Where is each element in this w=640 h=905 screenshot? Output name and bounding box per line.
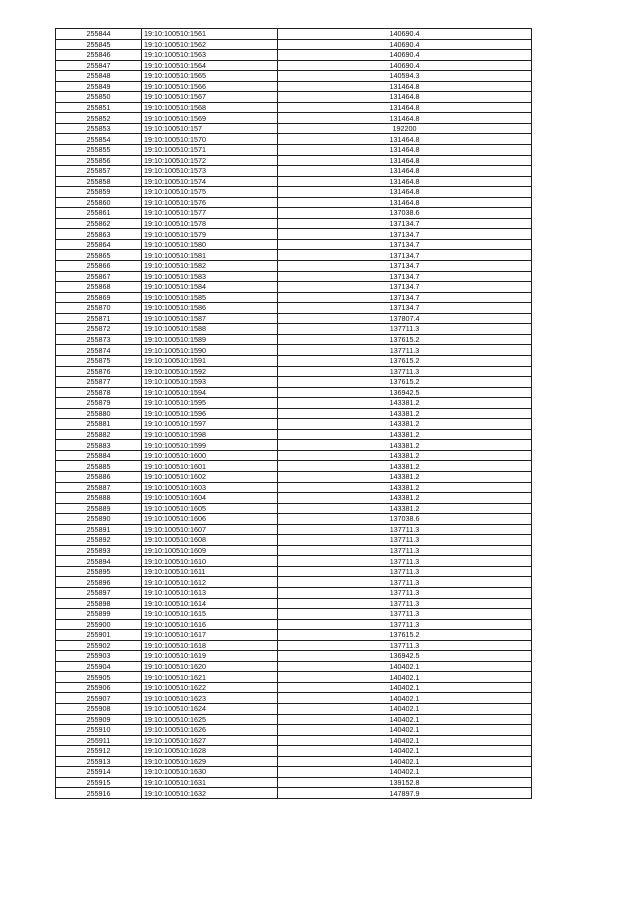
table-row bbox=[56, 39, 532, 50]
row-number-cell: 255875 bbox=[56, 355, 142, 366]
table-row bbox=[56, 661, 532, 672]
row-number-cell: 255899 bbox=[56, 609, 142, 620]
table-row bbox=[56, 123, 532, 134]
cadastral-number-cell: 19:10:100510:1584 bbox=[142, 282, 278, 293]
table-row bbox=[56, 746, 532, 757]
cadastral-number-cell: 19:10:100510:1617 bbox=[142, 630, 278, 641]
cadastral-number-cell: 19:10:100510:1619 bbox=[142, 651, 278, 662]
row-number-cell: 255904 bbox=[56, 661, 142, 672]
row-number-cell: 255890 bbox=[56, 514, 142, 525]
cadastral-number-cell: 19:10:100510:1563 bbox=[142, 50, 278, 61]
value-cell: 137711.3 bbox=[278, 587, 532, 598]
table-row bbox=[56, 218, 532, 229]
row-number-cell: 255849 bbox=[56, 81, 142, 92]
row-number-cell: 255856 bbox=[56, 155, 142, 166]
value-cell: 137711.3 bbox=[278, 524, 532, 535]
row-number-cell: 255906 bbox=[56, 682, 142, 693]
row-number-cell: 255859 bbox=[56, 187, 142, 198]
value-cell: 131464.8 bbox=[278, 145, 532, 156]
table-row bbox=[56, 71, 532, 82]
cadastral-number-cell: 19:10:100510:1615 bbox=[142, 609, 278, 620]
row-number-cell: 255869 bbox=[56, 292, 142, 303]
cadastral-number-cell: 19:10:100510:1600 bbox=[142, 450, 278, 461]
cadastral-number-cell: 19:10:100510:1575 bbox=[142, 187, 278, 198]
row-number-cell: 255848 bbox=[56, 71, 142, 82]
cadastral-number-cell: 19:10:100510:1610 bbox=[142, 556, 278, 567]
table-row bbox=[56, 145, 532, 156]
value-cell: 140690.4 bbox=[278, 39, 532, 50]
value-cell: 143381.2 bbox=[278, 408, 532, 419]
table-row bbox=[56, 398, 532, 409]
row-number-cell: 255911 bbox=[56, 735, 142, 746]
value-cell: 137711.3 bbox=[278, 556, 532, 567]
table-row bbox=[56, 29, 532, 40]
table-row bbox=[56, 440, 532, 451]
table-row bbox=[56, 493, 532, 504]
row-number-cell: 255847 bbox=[56, 60, 142, 71]
row-number-cell: 255883 bbox=[56, 440, 142, 451]
table-row bbox=[56, 355, 532, 366]
value-cell: 137711.3 bbox=[278, 598, 532, 609]
value-cell: 136942.5 bbox=[278, 651, 532, 662]
row-number-cell: 255888 bbox=[56, 493, 142, 504]
value-cell: 143381.2 bbox=[278, 493, 532, 504]
value-cell: 140402.1 bbox=[278, 714, 532, 725]
row-number-cell: 255908 bbox=[56, 704, 142, 715]
row-number-cell: 255865 bbox=[56, 250, 142, 261]
row-number-cell: 255892 bbox=[56, 535, 142, 546]
value-cell: 143381.2 bbox=[278, 482, 532, 493]
cadastral-number-cell: 19:10:100510:1566 bbox=[142, 81, 278, 92]
data-table bbox=[55, 28, 532, 799]
value-cell: 137711.3 bbox=[278, 345, 532, 356]
cadastral-number-cell: 19:10:100510:1589 bbox=[142, 334, 278, 345]
cadastral-number-cell: 19:10:100510:1585 bbox=[142, 292, 278, 303]
row-number-cell: 255844 bbox=[56, 29, 142, 40]
value-cell: 140594.3 bbox=[278, 71, 532, 82]
value-cell: 143381.2 bbox=[278, 471, 532, 482]
cadastral-number-cell: 19:10:100510:1632 bbox=[142, 788, 278, 799]
cadastral-number-cell: 19:10:100510:1626 bbox=[142, 725, 278, 736]
table-row bbox=[56, 92, 532, 103]
cadastral-number-cell: 19:10:100510:1588 bbox=[142, 324, 278, 335]
value-cell: 192200 bbox=[278, 123, 532, 134]
cadastral-number-cell: 19:10:100510:1571 bbox=[142, 145, 278, 156]
cadastral-number-cell: 19:10:100510:1572 bbox=[142, 155, 278, 166]
cadastral-number-cell: 19:10:100510:1628 bbox=[142, 746, 278, 757]
value-cell: 140402.1 bbox=[278, 735, 532, 746]
row-number-cell: 255897 bbox=[56, 587, 142, 598]
row-number-cell: 255893 bbox=[56, 545, 142, 556]
value-cell: 140402.1 bbox=[278, 693, 532, 704]
table-row bbox=[56, 208, 532, 219]
table-row bbox=[56, 250, 532, 261]
cadastral-number-cell: 19:10:100510:1577 bbox=[142, 208, 278, 219]
table-row bbox=[56, 282, 532, 293]
value-cell: 137134.7 bbox=[278, 261, 532, 272]
value-cell: 143381.2 bbox=[278, 419, 532, 430]
value-cell: 140690.4 bbox=[278, 29, 532, 40]
cadastral-number-cell: 19:10:100510:1607 bbox=[142, 524, 278, 535]
row-number-cell: 255876 bbox=[56, 366, 142, 377]
cadastral-number-cell: 19:10:100510:1583 bbox=[142, 271, 278, 282]
row-number-cell: 255874 bbox=[56, 345, 142, 356]
value-cell: 137711.3 bbox=[278, 609, 532, 620]
row-number-cell: 255858 bbox=[56, 176, 142, 187]
table-body bbox=[56, 29, 532, 799]
value-cell: 140402.1 bbox=[278, 767, 532, 778]
table-row bbox=[56, 324, 532, 335]
table-row bbox=[56, 482, 532, 493]
value-cell: 137711.3 bbox=[278, 640, 532, 651]
value-cell: 137615.2 bbox=[278, 377, 532, 388]
value-cell: 131464.8 bbox=[278, 81, 532, 92]
table-row bbox=[56, 60, 532, 71]
cadastral-number-cell: 19:10:100510:1562 bbox=[142, 39, 278, 50]
value-cell: 143381.2 bbox=[278, 440, 532, 451]
value-cell: 140402.1 bbox=[278, 682, 532, 693]
cadastral-number-cell: 19:10:100510:1578 bbox=[142, 218, 278, 229]
cadastral-number-cell: 19:10:100510:1608 bbox=[142, 535, 278, 546]
value-cell: 143381.2 bbox=[278, 450, 532, 461]
table-row bbox=[56, 535, 532, 546]
cadastral-number-cell: 19:10:100510:1561 bbox=[142, 29, 278, 40]
value-cell: 140690.4 bbox=[278, 60, 532, 71]
table-row bbox=[56, 387, 532, 398]
table-row bbox=[56, 693, 532, 704]
value-cell: 137038.6 bbox=[278, 514, 532, 525]
row-number-cell: 255896 bbox=[56, 577, 142, 588]
cadastral-number-cell: 19:10:100510:1587 bbox=[142, 313, 278, 324]
table-row bbox=[56, 630, 532, 641]
cadastral-number-cell: 19:10:100510:1574 bbox=[142, 176, 278, 187]
table-row bbox=[56, 524, 532, 535]
table-row bbox=[56, 166, 532, 177]
value-cell: 131464.8 bbox=[278, 197, 532, 208]
value-cell: 137711.3 bbox=[278, 619, 532, 630]
value-cell: 131464.8 bbox=[278, 134, 532, 145]
cadastral-number-cell: 19:10:100510:1605 bbox=[142, 503, 278, 514]
table-row bbox=[56, 271, 532, 282]
cadastral-number-cell: 19:10:100510:1569 bbox=[142, 113, 278, 124]
value-cell: 137807.4 bbox=[278, 313, 532, 324]
value-cell: 137134.7 bbox=[278, 229, 532, 240]
row-number-cell: 255850 bbox=[56, 92, 142, 103]
value-cell: 140402.1 bbox=[278, 704, 532, 715]
cadastral-number-cell: 19:10:100510:1627 bbox=[142, 735, 278, 746]
table-row bbox=[56, 514, 532, 525]
cadastral-number-cell: 19:10:100510:1623 bbox=[142, 693, 278, 704]
table-row bbox=[56, 366, 532, 377]
table-row bbox=[56, 714, 532, 725]
table-row bbox=[56, 408, 532, 419]
value-cell: 136942.5 bbox=[278, 387, 532, 398]
row-number-cell: 255889 bbox=[56, 503, 142, 514]
cadastral-number-cell: 19:10:100510:1586 bbox=[142, 303, 278, 314]
table-row bbox=[56, 777, 532, 788]
value-cell: 139152.8 bbox=[278, 777, 532, 788]
row-number-cell: 255862 bbox=[56, 218, 142, 229]
row-number-cell: 255851 bbox=[56, 102, 142, 113]
row-number-cell: 255886 bbox=[56, 471, 142, 482]
table-row bbox=[56, 651, 532, 662]
row-number-cell: 255857 bbox=[56, 166, 142, 177]
row-number-cell: 255900 bbox=[56, 619, 142, 630]
table-row bbox=[56, 187, 532, 198]
cadastral-number-cell: 19:10:100510:1622 bbox=[142, 682, 278, 693]
table-row bbox=[56, 377, 532, 388]
row-number-cell: 255910 bbox=[56, 725, 142, 736]
cadastral-number-cell: 19:10:100510:1592 bbox=[142, 366, 278, 377]
table-row bbox=[56, 334, 532, 345]
value-cell: 140402.1 bbox=[278, 746, 532, 757]
value-cell: 137134.7 bbox=[278, 303, 532, 314]
row-number-cell: 255878 bbox=[56, 387, 142, 398]
value-cell: 137711.3 bbox=[278, 566, 532, 577]
table-row bbox=[56, 155, 532, 166]
cadastral-number-cell: 19:10:100510:1579 bbox=[142, 229, 278, 240]
value-cell: 131464.8 bbox=[278, 155, 532, 166]
value-cell: 137711.3 bbox=[278, 545, 532, 556]
value-cell: 143381.2 bbox=[278, 398, 532, 409]
row-number-cell: 255916 bbox=[56, 788, 142, 799]
cadastral-number-cell: 19:10:100510:1604 bbox=[142, 493, 278, 504]
cadastral-number-cell: 19:10:100510:1618 bbox=[142, 640, 278, 651]
cadastral-number-cell: 19:10:100510:1606 bbox=[142, 514, 278, 525]
cadastral-number-cell: 19:10:100510:1611 bbox=[142, 566, 278, 577]
table-row bbox=[56, 176, 532, 187]
table-row bbox=[56, 450, 532, 461]
row-number-cell: 255885 bbox=[56, 461, 142, 472]
cadastral-number-cell: 19:10:100510:1616 bbox=[142, 619, 278, 630]
table-row bbox=[56, 609, 532, 620]
value-cell: 140402.1 bbox=[278, 661, 532, 672]
cadastral-number-cell: 19:10:100510:1567 bbox=[142, 92, 278, 103]
row-number-cell: 255882 bbox=[56, 429, 142, 440]
cadastral-number-cell: 19:10:100510:1609 bbox=[142, 545, 278, 556]
row-number-cell: 255887 bbox=[56, 482, 142, 493]
cadastral-number-cell: 19:10:100510:1597 bbox=[142, 419, 278, 430]
cadastral-number-cell: 19:10:100510:157 bbox=[142, 123, 278, 134]
table-row bbox=[56, 598, 532, 609]
table-row bbox=[56, 197, 532, 208]
value-cell: 131464.8 bbox=[278, 92, 532, 103]
cadastral-number-cell: 19:10:100510:1614 bbox=[142, 598, 278, 609]
row-number-cell: 255854 bbox=[56, 134, 142, 145]
value-cell: 131464.8 bbox=[278, 102, 532, 113]
row-number-cell: 255914 bbox=[56, 767, 142, 778]
row-number-cell: 255866 bbox=[56, 261, 142, 272]
table-row bbox=[56, 545, 532, 556]
cadastral-number-cell: 19:10:100510:1595 bbox=[142, 398, 278, 409]
row-number-cell: 255895 bbox=[56, 566, 142, 577]
row-number-cell: 255901 bbox=[56, 630, 142, 641]
cadastral-number-cell: 19:10:100510:1591 bbox=[142, 355, 278, 366]
table-row bbox=[56, 756, 532, 767]
cadastral-number-cell: 19:10:100510:1581 bbox=[142, 250, 278, 261]
row-number-cell: 255873 bbox=[56, 334, 142, 345]
row-number-cell: 255864 bbox=[56, 239, 142, 250]
value-cell: 131464.8 bbox=[278, 176, 532, 187]
table-row bbox=[56, 102, 532, 113]
value-cell: 137711.3 bbox=[278, 577, 532, 588]
value-cell: 137711.3 bbox=[278, 366, 532, 377]
table-row bbox=[56, 503, 532, 514]
row-number-cell: 255894 bbox=[56, 556, 142, 567]
row-number-cell: 255855 bbox=[56, 145, 142, 156]
value-cell: 137615.2 bbox=[278, 355, 532, 366]
value-cell: 137711.3 bbox=[278, 535, 532, 546]
row-number-cell: 255903 bbox=[56, 651, 142, 662]
cadastral-number-cell: 19:10:100510:1570 bbox=[142, 134, 278, 145]
cadastral-number-cell: 19:10:100510:1580 bbox=[142, 239, 278, 250]
row-number-cell: 255853 bbox=[56, 123, 142, 134]
cadastral-number-cell: 19:10:100510:1624 bbox=[142, 704, 278, 715]
table-row bbox=[56, 113, 532, 124]
cadastral-number-cell: 19:10:100510:1568 bbox=[142, 102, 278, 113]
row-number-cell: 255909 bbox=[56, 714, 142, 725]
table-row bbox=[56, 735, 532, 746]
table-row bbox=[56, 788, 532, 799]
cadastral-number-cell: 19:10:100510:1613 bbox=[142, 587, 278, 598]
value-cell: 137134.7 bbox=[278, 250, 532, 261]
value-cell: 140402.1 bbox=[278, 756, 532, 767]
cadastral-number-cell: 19:10:100510:1601 bbox=[142, 461, 278, 472]
cadastral-number-cell: 19:10:100510:1599 bbox=[142, 440, 278, 451]
table-row bbox=[56, 303, 532, 314]
value-cell: 131464.8 bbox=[278, 113, 532, 124]
value-cell: 131464.8 bbox=[278, 187, 532, 198]
table-row bbox=[56, 587, 532, 598]
row-number-cell: 255852 bbox=[56, 113, 142, 124]
cadastral-number-cell: 19:10:100510:1602 bbox=[142, 471, 278, 482]
cadastral-number-cell: 19:10:100510:1565 bbox=[142, 71, 278, 82]
row-number-cell: 255891 bbox=[56, 524, 142, 535]
row-number-cell: 255881 bbox=[56, 419, 142, 430]
row-number-cell: 255879 bbox=[56, 398, 142, 409]
row-number-cell: 255913 bbox=[56, 756, 142, 767]
row-number-cell: 255867 bbox=[56, 271, 142, 282]
row-number-cell: 255907 bbox=[56, 693, 142, 704]
table-row bbox=[56, 767, 532, 778]
cadastral-number-cell: 19:10:100510:1590 bbox=[142, 345, 278, 356]
row-number-cell: 255880 bbox=[56, 408, 142, 419]
value-cell: 137134.7 bbox=[278, 292, 532, 303]
table-row bbox=[56, 239, 532, 250]
row-number-cell: 255846 bbox=[56, 50, 142, 61]
table-row bbox=[56, 577, 532, 588]
cadastral-number-cell: 19:10:100510:1621 bbox=[142, 672, 278, 683]
row-number-cell: 255915 bbox=[56, 777, 142, 788]
table-row bbox=[56, 672, 532, 683]
cadastral-number-cell: 19:10:100510:1625 bbox=[142, 714, 278, 725]
row-number-cell: 255863 bbox=[56, 229, 142, 240]
value-cell: 140402.1 bbox=[278, 725, 532, 736]
row-number-cell: 255868 bbox=[56, 282, 142, 293]
cadastral-number-cell: 19:10:100510:1594 bbox=[142, 387, 278, 398]
value-cell: 137134.7 bbox=[278, 218, 532, 229]
table-row bbox=[56, 313, 532, 324]
value-cell: 143381.2 bbox=[278, 461, 532, 472]
table-row bbox=[56, 704, 532, 715]
table-row bbox=[56, 556, 532, 567]
value-cell: 137134.7 bbox=[278, 239, 532, 250]
table-row bbox=[56, 429, 532, 440]
cadastral-number-cell: 19:10:100510:1630 bbox=[142, 767, 278, 778]
table-row bbox=[56, 619, 532, 630]
cadastral-number-cell: 19:10:100510:1596 bbox=[142, 408, 278, 419]
cadastral-number-cell: 19:10:100510:1629 bbox=[142, 756, 278, 767]
table-row bbox=[56, 640, 532, 651]
table-row bbox=[56, 471, 532, 482]
row-number-cell: 255872 bbox=[56, 324, 142, 335]
cadastral-number-cell: 19:10:100510:1620 bbox=[142, 661, 278, 672]
table-row bbox=[56, 725, 532, 736]
cadastral-number-cell: 19:10:100510:1582 bbox=[142, 261, 278, 272]
row-number-cell: 255871 bbox=[56, 313, 142, 324]
value-cell: 137038.6 bbox=[278, 208, 532, 219]
row-number-cell: 255845 bbox=[56, 39, 142, 50]
value-cell: 140690.4 bbox=[278, 50, 532, 61]
row-number-cell: 255877 bbox=[56, 377, 142, 388]
table-row bbox=[56, 261, 532, 272]
value-cell: 137615.2 bbox=[278, 334, 532, 345]
row-number-cell: 255884 bbox=[56, 450, 142, 461]
row-number-cell: 255860 bbox=[56, 197, 142, 208]
cadastral-number-cell: 19:10:100510:1603 bbox=[142, 482, 278, 493]
table-row bbox=[56, 50, 532, 61]
table-row bbox=[56, 345, 532, 356]
table-row bbox=[56, 419, 532, 430]
value-cell: 137711.3 bbox=[278, 324, 532, 335]
value-cell: 137134.7 bbox=[278, 282, 532, 293]
cadastral-number-cell: 19:10:100510:1598 bbox=[142, 429, 278, 440]
row-number-cell: 255861 bbox=[56, 208, 142, 219]
cadastral-number-cell: 19:10:100510:1573 bbox=[142, 166, 278, 177]
value-cell: 143381.2 bbox=[278, 503, 532, 514]
table-row bbox=[56, 81, 532, 92]
row-number-cell: 255898 bbox=[56, 598, 142, 609]
cadastral-number-cell: 19:10:100510:1631 bbox=[142, 777, 278, 788]
table-row bbox=[56, 682, 532, 693]
row-number-cell: 255870 bbox=[56, 303, 142, 314]
cadastral-number-cell: 19:10:100510:1612 bbox=[142, 577, 278, 588]
value-cell: 137134.7 bbox=[278, 271, 532, 282]
row-number-cell: 255912 bbox=[56, 746, 142, 757]
value-cell: 140402.1 bbox=[278, 672, 532, 683]
value-cell: 131464.8 bbox=[278, 166, 532, 177]
value-cell: 137615.2 bbox=[278, 630, 532, 641]
row-number-cell: 255902 bbox=[56, 640, 142, 651]
cadastral-number-cell: 19:10:100510:1576 bbox=[142, 197, 278, 208]
table-row bbox=[56, 461, 532, 472]
table-row bbox=[56, 229, 532, 240]
cadastral-number-cell: 19:10:100510:1593 bbox=[142, 377, 278, 388]
cadastral-number-cell: 19:10:100510:1564 bbox=[142, 60, 278, 71]
table-row bbox=[56, 566, 532, 577]
table-row bbox=[56, 134, 532, 145]
value-cell: 147897.9 bbox=[278, 788, 532, 799]
row-number-cell: 255905 bbox=[56, 672, 142, 683]
value-cell: 143381.2 bbox=[278, 429, 532, 440]
table-row bbox=[56, 292, 532, 303]
